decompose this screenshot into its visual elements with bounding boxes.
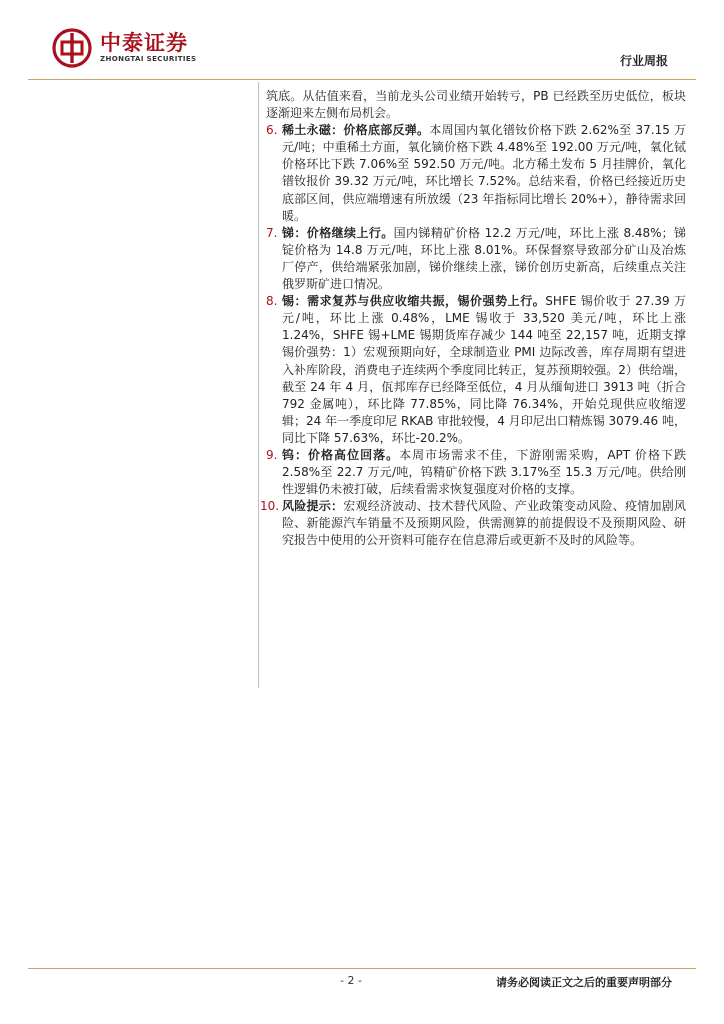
list-item — [266, 225, 686, 293]
brand-name-en: ZHONGTAI SECURITIES — [100, 55, 197, 63]
list-item — [266, 447, 686, 498]
item-text: 本周市场需求不佳，下游刚需采购，APT 价格下跌 2.58%至 22.7 万元/吨，钨精矿价格下跌 3.17%至 15.3 万元/吨。供给刚性逻辑仍未被打破，后续看需求恢复强度对价格的支撑。 — [282, 447, 686, 497]
item-number: 6. — [266, 123, 278, 138]
item-number: 10. — [260, 499, 280, 514]
page-header — [0, 0, 724, 82]
item-lead: 锑：价格继续上行。 — [282, 225, 394, 240]
list-item — [260, 498, 686, 549]
item-number: 8. — [266, 294, 278, 309]
item-body — [282, 498, 686, 549]
intro-paragraph: 筑底。从估值来看，当前龙头公司业绩开始转亏，PB 已经跌至历史低位，板块逐渐迎来左侧布局机会。 — [266, 89, 686, 121]
main-content — [260, 88, 686, 550]
item-text: SHFE 锡价收于 27.39 万元/吨，环比上涨 0.48%，LME 锡收于 33,520 美元/吨，环比上涨 1.24%，SHFE 锡+LME 锡期货库存减少 144 吨至 22,157 吨，近期支撑锡价强势：1）宏观预期向好，全球制造业 PMI 边际改善，库存周期有望进入补库阶段，消费电子连续两个季度同比转正，复苏预期较强。2）供给端，截至 24 年 4 月，佤邦库存已经降至低位，4 月从缅甸进口 3913 吨（折合 792 金属吨），环比降 77.85%，同比降 76.34%，开始兑现供应收缩逻辑；24 年一季度印尼 RKAB 审批较慢，4 月印尼出口精炼锡 3079.46 吨，同比下降 57.63%，环比-20.2%。 — [282, 294, 686, 445]
item-body — [282, 122, 686, 225]
item-body — [282, 225, 686, 293]
brand-logo — [52, 28, 197, 68]
item-number: 9. — [266, 447, 278, 462]
list-item — [266, 122, 686, 225]
header-divider — [28, 79, 696, 80]
report-type-label: 行业周报 — [619, 54, 668, 68]
footer-divider — [28, 968, 696, 969]
item-lead: 锡：需求复苏与供应收缩共振，锡价强势上行。 — [282, 294, 546, 309]
item-text: 本周国内氧化镨钕价格下跌 2.62%至 37.15 万元/吨；中重稀土方面，氧化镝价格下跌 4.48%至 192.00 万元/吨，氧化铽价格环比下跌 7.06%至 592.50 万元/吨。北方稀土发布 5 月挂牌价，氧化镨钕报价 39.32 万元/吨，环比增长 7.52%。总结来看，价格已经接近历史底部区间，供应端增速有所放缓（23 年指标同比增长 20%+），静待需求回暖。 — [282, 123, 686, 223]
item-number: 7. — [266, 225, 278, 240]
item-lead: 稀土永磁：价格底部反弹。 — [282, 123, 430, 138]
list-item — [266, 293, 686, 447]
page-number: - 2 - — [340, 974, 362, 987]
item-body — [282, 293, 686, 447]
left-column-divider — [258, 82, 259, 688]
item-lead: 钨：价格高位回落。 — [282, 447, 400, 462]
footer-disclaimer: 请务必阅读正文之后的重要声明部分 — [496, 976, 672, 989]
item-text: 宏观经济波动、技术替代风险、产业政策变动风险、疫情加剧风险、新能源汽车销量不及预期风险，供需测算的前提假设不及预期风险、研究报告中使用的公开资料可能存在信息滞后或更新不及时的风险等。 — [282, 499, 686, 548]
brand-name-cn: 中泰证券 — [100, 31, 188, 55]
item-lead: 风险提示： — [282, 499, 344, 514]
item-body — [282, 447, 686, 498]
zhongtai-logo-icon — [52, 28, 92, 68]
item-text: 国内锑精矿价格 12.2 万元/吨，环比上涨 8.48%；锑锭价格为 14.8 万元/吨，环比上涨 8.01%。环保督察导致部分矿山及冶炼厂停产，供给端紧张加剧，锑价继续上涨，锑价创历史新高，后续重点关注俄罗斯矿进口情况。 — [282, 225, 686, 292]
